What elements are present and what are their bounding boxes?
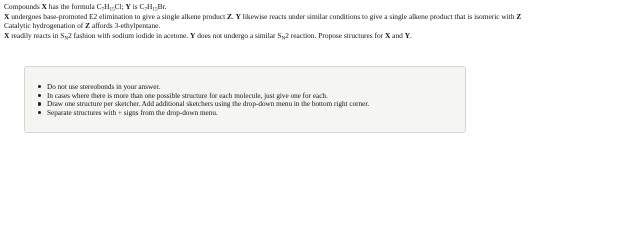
bullet-icon: [38, 111, 41, 114]
question-line-elimination: X undergoes base-promoted E2 elimination to give a single alkene product Z. Y likewise reacts under similar conditions to give a single alkene product that is isomeric with Z: [4, 11, 522, 21]
instructions-box: [24, 66, 466, 133]
question-line-formulas: Compounds X has the formula $C_7H_{15}Cl$; Y is $C_7H_{15}Br$.: [4, 2, 167, 13]
question-line-hydrogenation: Catalytic hydrogenation of Z affords 3-ethylpentane.: [4, 21, 161, 31]
bullet-icon: [38, 85, 41, 88]
bullet-icon: [38, 102, 41, 105]
compound-x-label: X: [41, 2, 47, 11]
instruction-item: Do not use stereobonds in your answer.: [47, 83, 369, 92]
question-line-substitution: X readily reacts in $S_N2$ fashion with sodium iodide in acetone. Y does not undergo a similar $S_N2$ reaction. Propose structures for X and Y.: [4, 30, 412, 42]
compound-y-label: Y: [125, 2, 131, 11]
question-text: [4, 2, 620, 40]
instruction-item: In cases where there is more than one possible structure for each molecule, just give one for each.: [47, 92, 369, 101]
instructions-list: [47, 83, 369, 117]
instruction-item: Separate structures with + signs from the drop-down menu.: [47, 109, 369, 118]
bullet-icon: [38, 94, 41, 97]
instruction-item: Draw one structure per sketcher. Add additional sketchers using the drop-down menu in the bottom right corner.: [47, 100, 369, 109]
